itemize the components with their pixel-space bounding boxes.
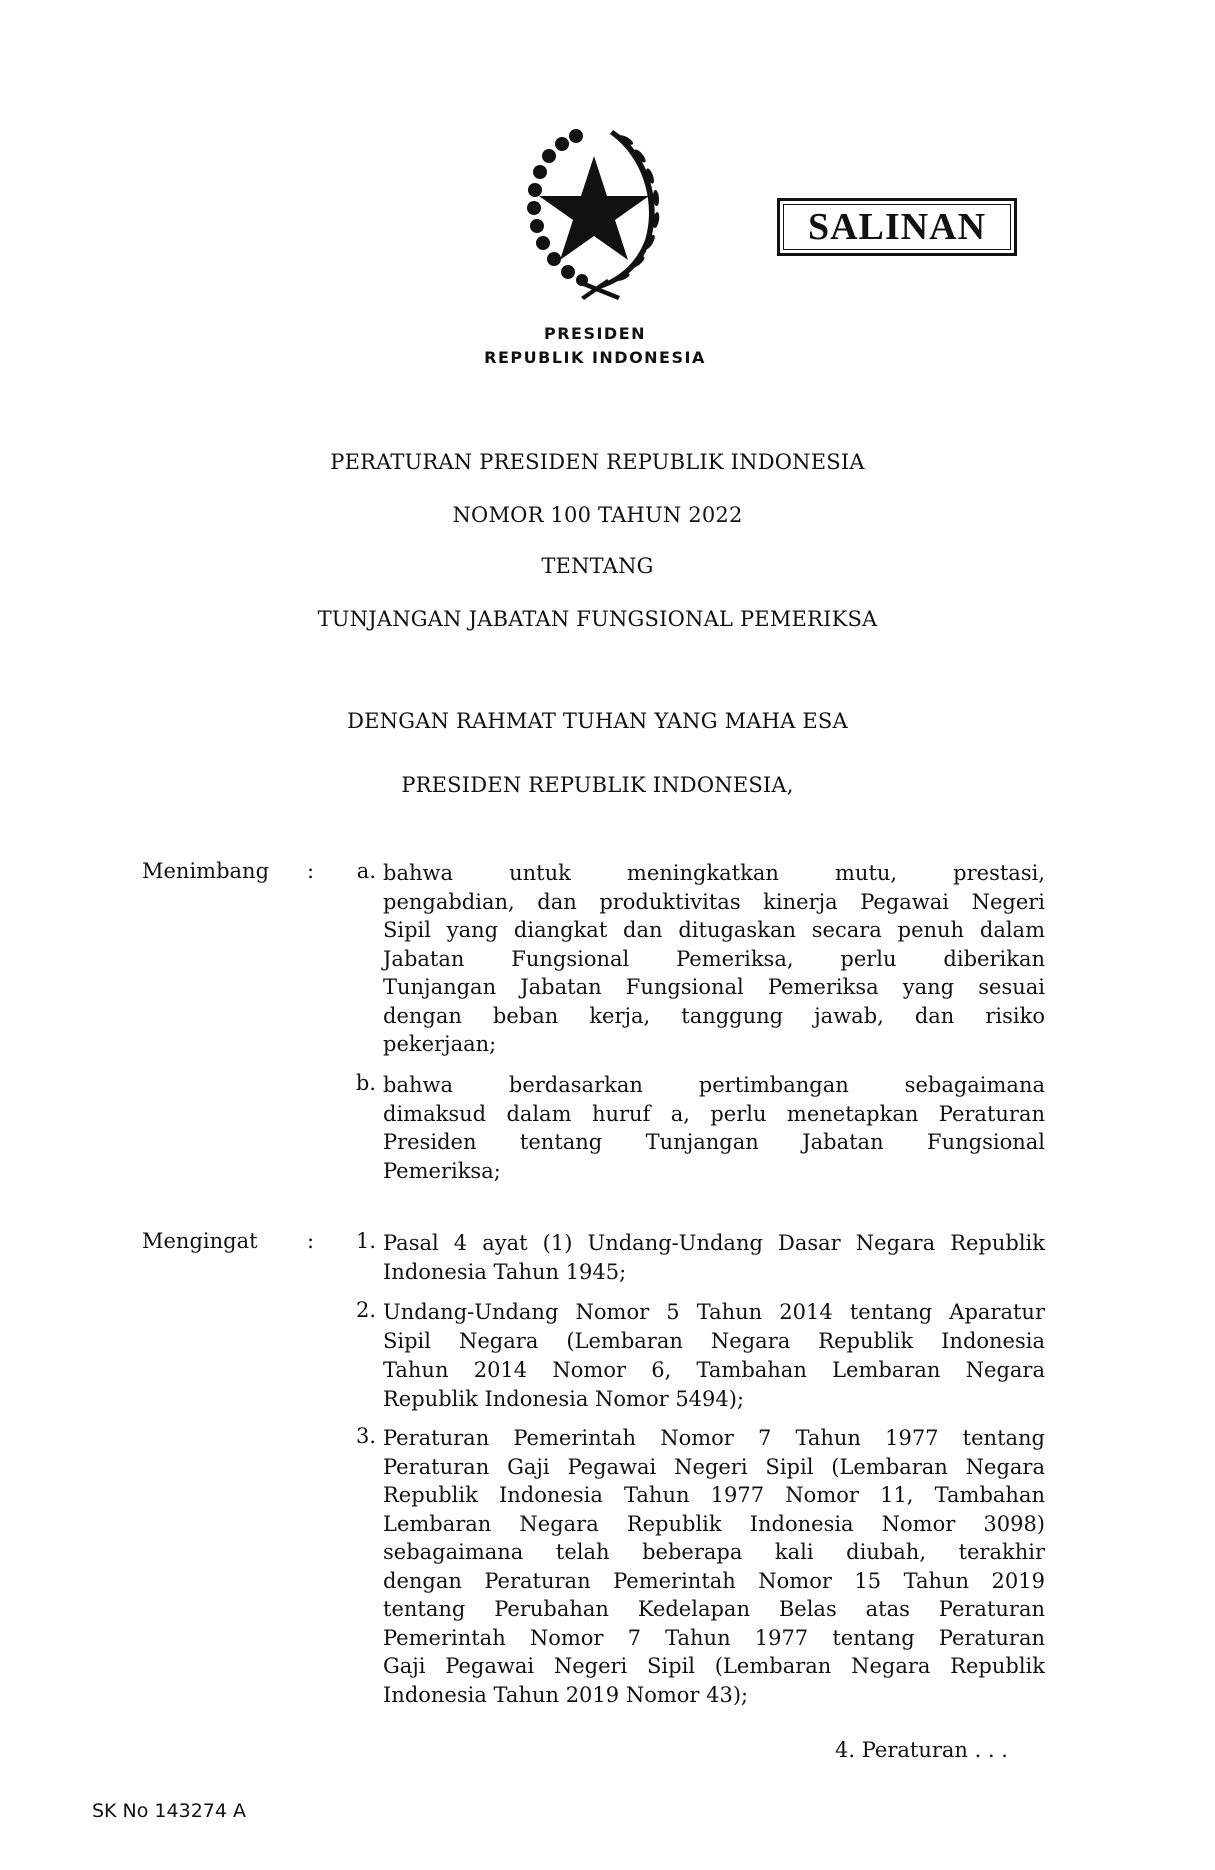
regulation-tentang: TENTANG [541, 554, 654, 578]
text-line: Pasal 4 ayat (1) Undang-Undang Dasar Negara Republik [383, 1231, 1045, 1255]
text-line: Pemerintah Nomor 7 Tahun 1977 tentang Peraturan [383, 1625, 1045, 1650]
text-line: Peraturan Gaji Pegawai Negeri Sipil (Lembaran Negara [383, 1454, 1045, 1479]
mengingat-item-3 [383, 1424, 1045, 1709]
menimbang-item-b [383, 1071, 1045, 1185]
text-line: Jabatan Fungsional Pemeriksa, perlu diberikan [383, 946, 1045, 971]
menimbang-label: Menimbang [142, 859, 270, 883]
regulation-title: PERATURAN PRESIDEN REPUBLIK INDONESIA [330, 450, 865, 474]
text-line: Tahun 2014 Nomor 6, Tambahan Lembaran Negara [383, 1358, 1045, 1382]
mengingat-item-2 [383, 1298, 1045, 1414]
text-line: Lembaran Negara Republik Indonesia Nomor 3098) [383, 1511, 1045, 1536]
menimbang-item-a [383, 859, 1045, 1059]
text-line: Indonesia Tahun 2019 Nomor 43); [383, 1682, 749, 1707]
text-line: Tunjangan Jabatan Fungsional Pemeriksa yang sesuai [383, 975, 1045, 999]
mengingat-colon: : [307, 1229, 315, 1253]
sk-number: SK No 143274 A [92, 1800, 247, 1822]
mengingat-label: Mengingat [142, 1229, 258, 1253]
text-line: Indonesia Tahun 1945; [383, 1260, 627, 1284]
text-line: dengan beban kerja, tanggung jawab, dan risiko [383, 1003, 1045, 1028]
mengingat-item-1 [383, 1229, 1045, 1287]
text-line: Republik Indonesia Nomor 5494); [383, 1387, 745, 1411]
text-line: pekerjaan; [383, 1032, 497, 1056]
item-marker: b. [355, 1071, 376, 1095]
page-continuation: 4. Peraturan . . . [835, 1738, 1008, 1762]
president-heading: PRESIDEN REPUBLIK INDONESIA, [401, 773, 794, 797]
text-line: Gaji Pegawai Negeri Sipil (Lembaran Negara Republik [383, 1654, 1045, 1678]
salinan-stamp [777, 198, 1017, 256]
menimbang-colon: : [307, 859, 315, 883]
presidential-emblem-icon [518, 122, 670, 302]
letterhead-line-1: PRESIDEN [543, 324, 647, 343]
stamp-text: SALINAN [807, 206, 987, 248]
text-line: pengabdian, dan produktivitas kinerja Pegawai Negeri [383, 889, 1045, 914]
text-line: bahwa untuk meningkatkan mutu, prestasi, [383, 861, 1045, 885]
letterhead-line-2: REPUBLIK INDONESIA [484, 348, 706, 367]
text-line: Peraturan Pemerintah Nomor 7 Tahun 1977 tentang [383, 1426, 1045, 1450]
text-line: Sipil yang diangkat dan ditugaskan secara penuh dalam [383, 918, 1045, 942]
text-line: dimaksud dalam huruf a, perlu menetapkan Peraturan [383, 1101, 1045, 1126]
text-line: tentang Perubahan Kedelapan Belas atas Peraturan [383, 1597, 1045, 1621]
text-line: Undang-Undang Nomor 5 Tahun 2014 tentang Aparatur [383, 1300, 1045, 1324]
regulation-subject: TUNJANGAN JABATAN FUNGSIONAL PEMERIKSA [317, 607, 878, 631]
text-line: bahwa berdasarkan pertimbangan sebagaimana [383, 1073, 1045, 1097]
text-line: Pemeriksa; [383, 1158, 501, 1183]
regulation-number: NOMOR 100 TAHUN 2022 [452, 503, 743, 527]
item-marker: 3. [355, 1424, 376, 1448]
invocation: DENGAN RAHMAT TUHAN YANG MAHA ESA [347, 709, 848, 733]
item-marker: 2. [355, 1298, 376, 1322]
text-line: Republik Indonesia Tahun 1977 Nomor 11, Tambahan [383, 1483, 1045, 1507]
item-marker: 1. [355, 1229, 376, 1253]
text-line: Sipil Negara (Lembaran Negara Republik Indonesia [383, 1329, 1045, 1353]
item-marker: a. [356, 859, 376, 883]
text-line: Presiden tentang Tunjangan Jabatan Fungsional [383, 1130, 1045, 1154]
text-line: sebagaimana telah beberapa kali diubah, terakhir [383, 1540, 1045, 1564]
text-line: dengan Peraturan Pemerintah Nomor 15 Tahun 2019 [383, 1568, 1045, 1593]
